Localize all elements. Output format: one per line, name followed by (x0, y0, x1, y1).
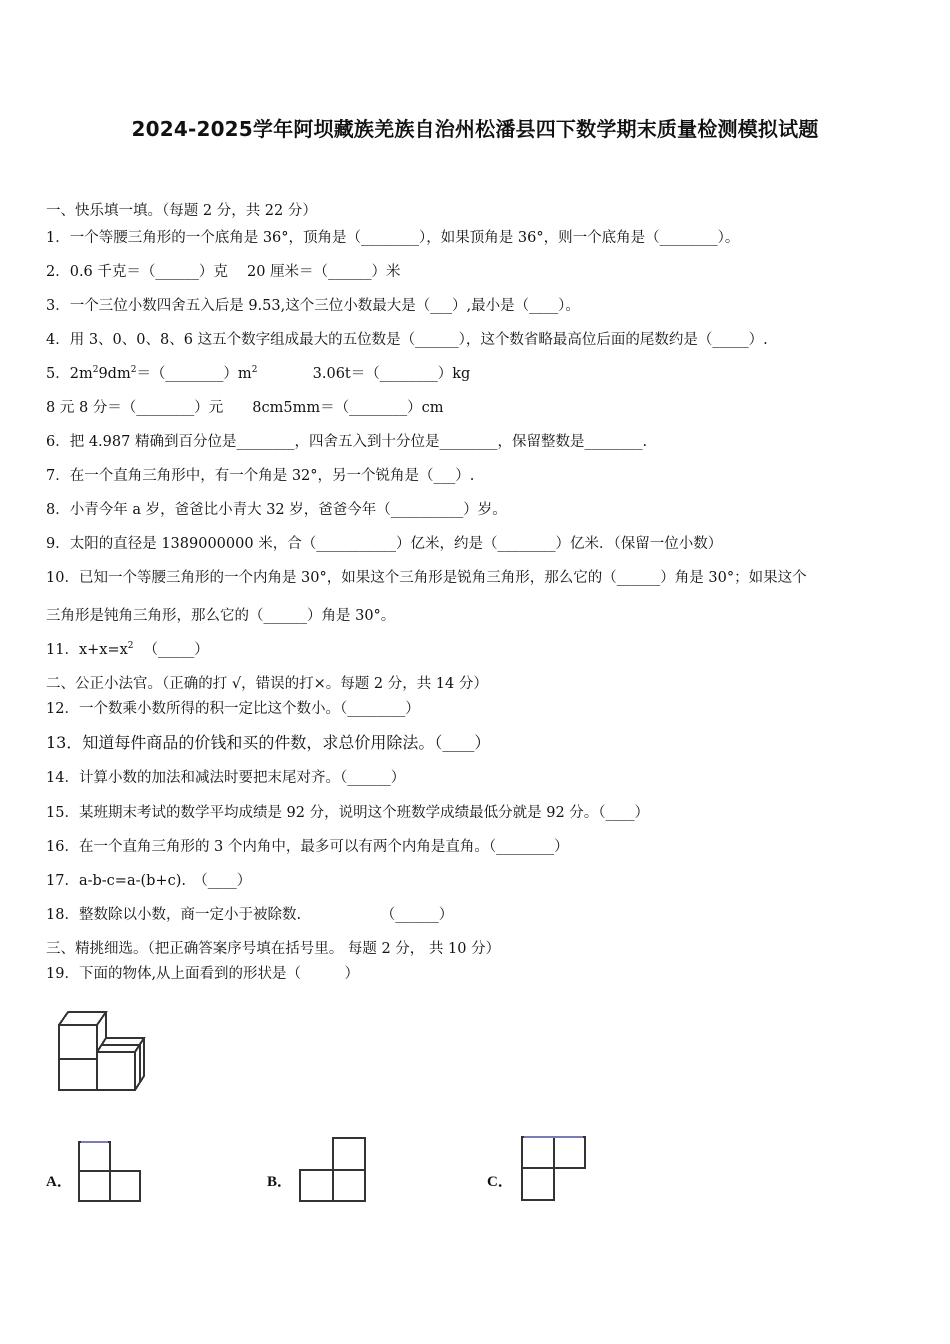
q5-part-b: 3.06t＝（________）kg (312, 366, 471, 382)
question-18: 18．整数除以小数，商一定小于被除数. （______） (46, 907, 454, 923)
question-5 (46, 364, 470, 384)
cube-stack-figure (56, 1008, 160, 1092)
question-4: 4．用 3、0、0、8、6 这五个数字组成最大的五位数是（______），这个数省略最高位后面的尾数约是（_____）. (46, 332, 768, 348)
question-12: 12．一个数乘小数所得的积一定比这个数小。（________） (46, 701, 420, 717)
section-3-heading: 三、精挑细选。（把正确答案序号填在括号里。 每题 2 分， 共 10 分） (46, 941, 501, 957)
question-10-continued: 三角形是钝角三角形，那么它的（______）角是 30°。 (46, 608, 396, 624)
question-15: 15．某班期末考试的数学平均成绩是 92 分，说明这个班数学成绩最低分就是 92 分。（____） (46, 805, 650, 821)
question-5-continued: 8 元 8 分＝（________）元 8cm5mm＝（________）cm (46, 400, 444, 416)
question-19: 19．下面的物体,从上面看到的形状是（ ） (46, 966, 360, 982)
option-b-label[interactable]: B． (267, 1174, 293, 1190)
question-11: 11．$x+x=x^2$ （_____） (46, 641, 209, 658)
section-1-heading: 一、快乐填一填。（每题 2 分，共 22 分） (46, 203, 317, 219)
option-a-figure[interactable] (77, 1140, 143, 1204)
question-2: 2．0.6 千克＝（______）克 20 厘米＝（______）米 (46, 264, 401, 280)
question-6: 6．把 4.987 精确到百分位是________，四舍五入到十分位是________，保留整数是________. (46, 434, 648, 450)
question-7: 7．在一个直角三角形中，有一个角是 32°，另一个锐角是（___）. (46, 468, 475, 484)
question-14: 14．计算小数的加法和减法时要把末尾对齐。（______） (46, 770, 406, 786)
question-3: 3．一个三位小数四舍五入后是 9.53,这个三位小数最大是（___）,最小是（____）。 (46, 298, 580, 314)
question-10: 10．已知一个等腰三角形的一个内角是 30°，如果这个三角形是锐角三角形，那么它的（______）角是 30°；如果这个 (46, 570, 807, 586)
option-b-figure[interactable] (298, 1136, 368, 1204)
question-8: 8．小青今年 a 岁，爸爸比小青大 32 岁，爸爸今年（__________）岁。 (46, 502, 507, 518)
question-16: 16．在一个直角三角形的 3 个内角中，最多可以有两个内角是直角。（________） (46, 839, 569, 855)
question-13: 13．知道每件商品的价钱和买的件数，求总价用除法。（____） (46, 733, 491, 752)
question-9: 9．太阳的直径是 1389000000 米，合（___________）亿米，约是（________）亿米．（保留一位小数） (46, 536, 723, 552)
question-17: 17．a-b-c=a-(b+c). （____） (46, 873, 252, 889)
question-1: 1．一个等腰三角形的一个底角是 36°，顶角是（________），如果顶角是 36°，则一个底角是（________）。 (46, 230, 740, 246)
option-c-label[interactable]: C． (487, 1174, 513, 1190)
option-c-figure[interactable] (520, 1135, 588, 1203)
option-a-label[interactable]: A． (46, 1174, 72, 1190)
section-2-heading: 二、公正小法官。（正确的打 √，错误的打×。每题 2 分，共 14 分） (46, 676, 488, 692)
q5-part-a: 5．$2m^29dm^2=(\_\_\_\_\_\_\_\_)m^2$ (46, 365, 258, 382)
page-title: 2024-2025学年阿坝藏族羌族自治州松潘县四下数学期末质量检测模拟试题 (131, 117, 819, 141)
